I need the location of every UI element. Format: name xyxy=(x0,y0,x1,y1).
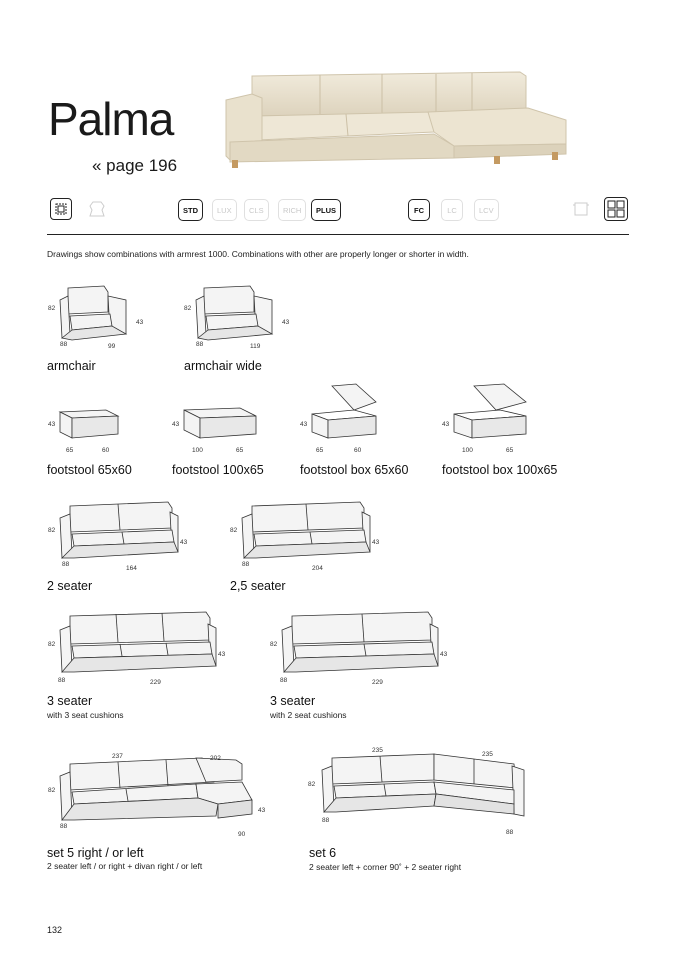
dimension-label: 65 xyxy=(506,447,514,454)
dimension-label: 43 xyxy=(258,807,266,814)
three-seater-2-sub: with 2 seat cushions xyxy=(270,710,347,720)
dimension-label: 235 xyxy=(482,751,493,758)
footstool-100-label: footstool 100x65 xyxy=(172,463,264,477)
set5-drawing xyxy=(46,748,272,840)
dim-depth: 88 xyxy=(60,341,68,348)
footstool-box-65-label: footstool box 65x60 xyxy=(300,463,409,477)
set5-sub: 2 seater left / or right + divan right / or left xyxy=(47,861,203,871)
dim-width: 99 xyxy=(108,343,116,350)
dimension-label: 82 xyxy=(308,781,316,788)
dimension-label: 88 xyxy=(506,829,514,836)
dim-seat: 43 xyxy=(282,319,290,326)
dimension-label: 88 xyxy=(58,677,66,684)
footstool-65-label: footstool 65x60 xyxy=(47,463,132,477)
footstool-box-65-drawing xyxy=(298,380,390,456)
dimension-label: 65 xyxy=(66,447,74,454)
dimension-label: 43 xyxy=(48,421,56,428)
armchair-drawing xyxy=(46,282,146,350)
dimension-label: 88 xyxy=(280,677,288,684)
option-lux[interactable]: LUX xyxy=(212,199,237,221)
dimension-label: 82 xyxy=(48,787,56,794)
dimension-label: 43 xyxy=(300,421,308,428)
armchair-label: armchair xyxy=(47,359,96,373)
armchair-wide-label: armchair wide xyxy=(184,359,262,373)
option-lcv[interactable]: LCV xyxy=(474,199,499,221)
option-std[interactable]: STD xyxy=(178,199,203,221)
dimension-label: 229 xyxy=(372,679,383,686)
two-seater-drawing xyxy=(46,498,194,572)
two-half-seater-label: 2,5 seater xyxy=(230,579,286,593)
dimension-label: 202 xyxy=(210,755,221,762)
dimension-label: 88 xyxy=(242,561,250,568)
footstool-100-drawing xyxy=(170,404,266,456)
dimension-label: 43 xyxy=(180,539,188,546)
footstool-box-100-drawing xyxy=(440,380,540,456)
set5-label: set 5 right / or left xyxy=(47,846,144,860)
armchair-wide-drawing xyxy=(182,282,294,350)
dimension-label: 65 xyxy=(316,447,324,454)
dimension-label: 235 xyxy=(372,747,383,754)
dimension-label: 43 xyxy=(440,651,448,658)
dimension-label: 82 xyxy=(270,641,278,648)
page-reference[interactable]: « page 196 xyxy=(92,156,178,175)
dimension-label: 82 xyxy=(48,641,56,648)
dimension-label: 237 xyxy=(112,753,123,760)
modules-grid-icon[interactable] xyxy=(604,197,628,221)
three-seater-3-drawing xyxy=(46,606,230,686)
dimension-label: 43 xyxy=(218,651,226,658)
hero-sofa-photo xyxy=(222,62,570,172)
leather-hide-icon[interactable] xyxy=(86,198,108,220)
option-cls[interactable]: CLS xyxy=(244,199,269,221)
dim-seat: 43 xyxy=(136,319,144,326)
two-half-seater-drawing xyxy=(228,498,388,572)
dimension-label: 60 xyxy=(354,447,362,454)
dim-height: 82 xyxy=(184,305,192,312)
dimension-label: 204 xyxy=(312,565,323,572)
three-seater-2-drawing xyxy=(268,606,452,686)
dimension-label: 100 xyxy=(462,447,473,454)
dimension-label: 60 xyxy=(102,447,110,454)
dim-height: 82 xyxy=(48,305,56,312)
option-rich[interactable]: RICH xyxy=(278,199,306,221)
page-number: 132 xyxy=(47,925,63,935)
dimension-label: 164 xyxy=(126,565,137,572)
footstool-65-drawing xyxy=(46,404,126,456)
dimension-label: 229 xyxy=(150,679,161,686)
dimension-label: 82 xyxy=(230,527,238,534)
three-seater-3-sub: with 3 seat cushions xyxy=(47,710,124,720)
dimension-label: 88 xyxy=(62,561,70,568)
set6-sub: 2 seater left + corner 90˚ + 2 seater right xyxy=(309,862,462,872)
option-fc[interactable]: FC xyxy=(408,199,430,221)
option-lc[interactable]: LC xyxy=(441,199,463,221)
dimension-label: 88 xyxy=(322,817,330,824)
three-seater-3-label: 3 seater xyxy=(47,694,93,708)
dim-width: 119 xyxy=(250,343,261,350)
footstool-box-100-label: footstool box 100x65 xyxy=(442,463,558,477)
header-divider xyxy=(47,234,629,235)
dimension-label: 88 xyxy=(60,823,68,830)
set6-drawing xyxy=(306,744,540,840)
dim-depth: 88 xyxy=(196,341,204,348)
dimension-label: 65 xyxy=(236,447,244,454)
set6-label: set 6 xyxy=(309,846,337,860)
dimension-label: 43 xyxy=(372,539,380,546)
dimension-label: 90 xyxy=(238,831,246,838)
dimension-label: 43 xyxy=(442,421,450,428)
dimension-label: 43 xyxy=(172,421,180,428)
cushion-icon[interactable] xyxy=(570,198,592,220)
drawings-note: Drawings show combinations with armrest 1000. Combinations with other are properly longer or shorter in width. xyxy=(47,249,469,259)
dimension-label: 82 xyxy=(48,527,56,534)
option-plus[interactable]: PLUS xyxy=(311,199,341,221)
two-seater-label: 2 seater xyxy=(47,579,93,593)
page-title: Palma xyxy=(48,93,174,145)
three-seater-2-label: 3 seater xyxy=(270,694,316,708)
dimension-label: 100 xyxy=(192,447,203,454)
fabric-swatch-icon[interactable] xyxy=(50,198,72,220)
